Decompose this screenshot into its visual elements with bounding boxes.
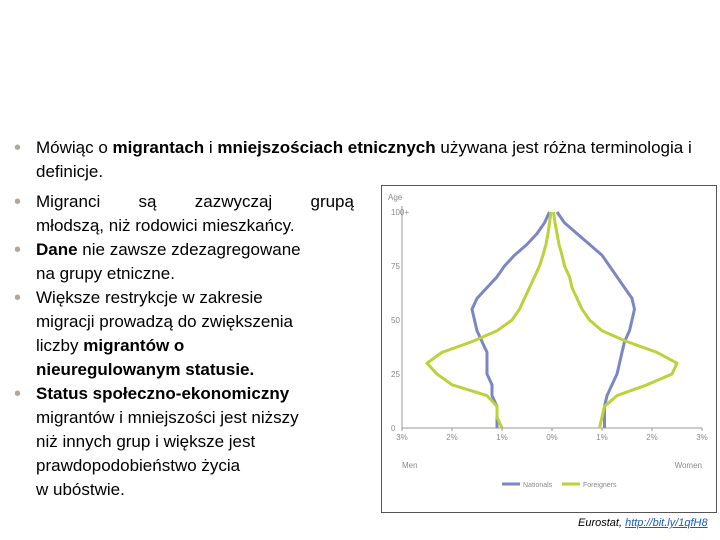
legend-label: Nationals [523, 482, 553, 489]
bullet-4-bold-a: migrantów o [83, 336, 185, 355]
bullet-4-line-1: Większe restrykcje w zakresie [36, 288, 263, 307]
men-label: Men [402, 461, 418, 470]
y-tick-label: 75 [391, 262, 400, 271]
series-nationals-women-line [557, 212, 635, 428]
x-tick-label: 3% [396, 433, 408, 442]
bullet-2-word: zazwyczaj [194, 192, 273, 211]
bullet-2-word: grupą [310, 192, 354, 211]
bullet-1-bold-b: mniejszościach etnicznych [217, 138, 436, 157]
bullet-3-bold: Dane [36, 240, 78, 259]
bullet-5-line-5: w ubóstwie. [36, 480, 125, 499]
x-tick-label: 0% [546, 433, 558, 442]
bullet-5-line-1 [36, 382, 376, 406]
series-foreigners-women-line [554, 212, 678, 428]
bullet-1 [14, 136, 714, 184]
x-tick-label: 1% [496, 433, 508, 442]
bullet-dot: • [14, 137, 22, 159]
pyramid-svg [382, 186, 716, 512]
bullet-4-line-2: migracji prowadzą do zwiększenia [36, 312, 294, 331]
bullet-4-line-3 [36, 334, 376, 358]
bullet-5-line-2: migrantów i mniejszości jest niższy [36, 408, 299, 427]
bullet-1-text-a: Mówiąc o [36, 138, 113, 157]
legend-label: Foreigners [583, 482, 617, 489]
bullet-2-line-1 [36, 190, 354, 214]
bullet-3-line-2: na grupy etniczne. [36, 264, 175, 283]
bullet-5 [14, 382, 376, 502]
source-link[interactable]: http://bit.ly/1qfH8 [625, 517, 708, 529]
population-pyramid-chart [381, 185, 717, 513]
y-tick-label: 0 [391, 424, 396, 433]
bullet-2-word: są [138, 192, 157, 211]
bullet-2 [14, 190, 376, 238]
bullet-5-line-4: prawdopodobieństwo życia [36, 456, 241, 475]
series-foreigners-men-line [427, 212, 551, 428]
bullet-1-bold-a: migrantach [112, 138, 205, 157]
bullet-2-line-2: młodszą, niż rodowici mieszkańcy. [36, 216, 295, 235]
bullet-3-text: nie zawsze zdezagregowane [77, 240, 301, 259]
bullet-3-line-1 [36, 238, 376, 262]
y-tick-label: 100+ [391, 208, 410, 217]
y-tick-label: 25 [391, 370, 400, 379]
source-text: Eurostat, [578, 517, 626, 529]
women-label: Women [674, 461, 702, 470]
bullet-3 [14, 238, 376, 286]
bullet-4 [14, 286, 376, 382]
x-tick-label: 2% [446, 433, 458, 442]
bullet-dot: • [14, 383, 22, 405]
source-credit [578, 517, 708, 529]
x-tick-label: 1% [596, 433, 608, 442]
bullet-1-text-b: i [204, 138, 218, 157]
x-tick-label: 3% [696, 433, 708, 442]
x-tick-label: 2% [646, 433, 658, 442]
bullet-dot: • [14, 239, 22, 261]
y-tick-label: 50 [391, 316, 400, 325]
bullet-dot: • [14, 287, 22, 309]
bullet-4-line-4 [36, 358, 376, 382]
bullet-2-word: Migranci [36, 192, 101, 211]
bullet-dot: • [14, 191, 22, 213]
bullet-1-text-c: używana jest różna terminologia i definicje. [36, 138, 692, 181]
bullet-4-text: liczby [36, 336, 84, 355]
bullet-5-bold: Status społeczno-ekonomiczny [36, 384, 290, 403]
bullet-5-line-3: niż innych grup i większe jest [36, 432, 256, 451]
bullet-4-bold-b: nieuregulowanym statusie. [36, 360, 255, 379]
y-axis-label: Age [388, 193, 403, 202]
